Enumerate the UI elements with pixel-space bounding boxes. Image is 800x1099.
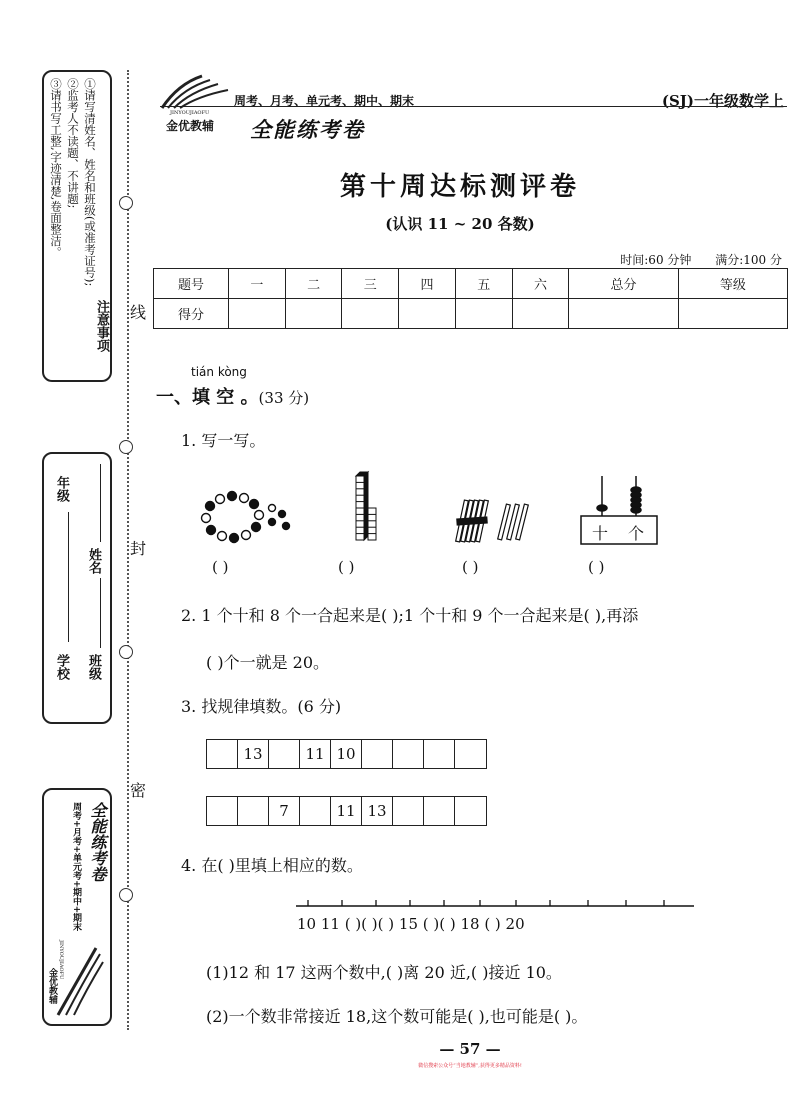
- header-book: (SJ)一年级数学上: [661, 92, 784, 110]
- exam-full-score: 满分:100 分: [715, 253, 782, 267]
- class-field: [84, 654, 102, 680]
- sequence-cell[interactable]: [207, 797, 238, 825]
- brand-series: 周考+月考+单元考+期中+期末: [71, 802, 81, 932]
- header-logo-text: 金优教辅: [166, 119, 215, 133]
- brand-title: 全能练考卷: [88, 802, 107, 882]
- header-title: 全能练考卷: [250, 117, 365, 142]
- header-series: 周考、月考、单元考、期中、期末: [234, 94, 415, 108]
- cut-word-seal: 封: [130, 539, 147, 558]
- sequence-cell[interactable]: [207, 740, 238, 768]
- section1-title: 一、填 空 。: [156, 387, 259, 408]
- stick-bundles-icon: [454, 496, 534, 546]
- binding-hole: [119, 645, 133, 659]
- q1-answer-blank[interactable]: ( ): [338, 558, 355, 576]
- number-line-labels: 10 11 ( )( )( ) 15 ( )( ) 18 ( ) 20: [297, 915, 525, 933]
- name-label: 姓名: [86, 548, 101, 574]
- score-cell[interactable]: [342, 299, 399, 329]
- score-cell[interactable]: [512, 299, 569, 329]
- name-field: [84, 548, 102, 574]
- score-cell[interactable]: [285, 299, 342, 329]
- sequence-cell[interactable]: [300, 797, 331, 825]
- page-title: 第十周达标测评卷: [339, 172, 580, 202]
- section1-heading: [156, 383, 309, 409]
- brand-logo-pinyin: JINYOUJIAOFU: [58, 940, 64, 980]
- exam-meta: [600, 251, 782, 268]
- sequence-cell[interactable]: [424, 797, 455, 825]
- score-cell[interactable]: [229, 299, 286, 329]
- sequence-cell[interactable]: 13: [362, 797, 393, 825]
- grade-underline: [68, 512, 69, 642]
- cut-word-secret: 密: [130, 781, 147, 800]
- abacus-tens-label: 十: [592, 524, 609, 543]
- q1-answer-blank[interactable]: ( ): [588, 558, 605, 576]
- binding-hole: [119, 888, 133, 902]
- q1-text: 1. 写一写。: [181, 431, 266, 450]
- section1-score: (33 分): [258, 389, 310, 407]
- score-cell[interactable]: [455, 299, 512, 329]
- grade-field: [52, 476, 70, 502]
- header-rule: [160, 106, 787, 107]
- score-header-cell: 总分: [569, 269, 678, 299]
- q3-sequence-row-1: [206, 739, 487, 769]
- score-table-score-row: [154, 299, 788, 329]
- q4-text: 4. 在( )里填上相应的数。: [181, 856, 363, 875]
- sequence-cell[interactable]: [424, 740, 455, 768]
- notice-3: ③请书写工整,字迹清楚,卷面整洁。: [49, 78, 63, 258]
- q3-text: 3. 找规律填数。(6 分): [181, 697, 342, 716]
- bead-ring-icon: [196, 490, 296, 546]
- notice-2: ②监考人不读题、不讲题;: [66, 78, 80, 209]
- q3-sequence-row-2: [206, 796, 487, 826]
- sequence-cell[interactable]: [393, 740, 424, 768]
- grade-label: 年级: [54, 476, 69, 502]
- page-subtitle: (认识 11 ~ 20 各数): [385, 215, 535, 233]
- notice-title: 注意事项: [94, 300, 109, 352]
- sequence-cell[interactable]: 13: [238, 740, 269, 768]
- q1-answer-blank[interactable]: ( ): [212, 558, 229, 576]
- brand-box: [42, 788, 112, 1026]
- score-header-cell: 六: [512, 269, 569, 299]
- sequence-cell[interactable]: [269, 740, 300, 768]
- sequence-cell[interactable]: [393, 797, 424, 825]
- score-header-cell: 五: [455, 269, 512, 299]
- sequence-cell[interactable]: 11: [331, 797, 362, 825]
- sequence-cell[interactable]: 11: [300, 740, 331, 768]
- abacus-ones-label: 个: [628, 524, 645, 543]
- number-line: [296, 896, 696, 912]
- score-header-cell: 二: [285, 269, 342, 299]
- student-info-box: [42, 452, 112, 724]
- page-number: — 57 —: [439, 1040, 501, 1058]
- binding-hole: [119, 440, 133, 454]
- q2-line1: 2. 1 个十和 8 个一合起来是( );1 个十和 9 个一合起来是( ),再添: [181, 606, 639, 625]
- cut-word-line: 线: [130, 303, 147, 322]
- score-cell[interactable]: [569, 299, 678, 329]
- brand-logo-text: 金优教辅: [47, 968, 57, 1004]
- sequence-cell[interactable]: 7: [269, 797, 300, 825]
- brand-logo-icon: [48, 940, 108, 1022]
- q1-answer-blank[interactable]: ( ): [462, 558, 479, 576]
- class-underline: [100, 578, 101, 648]
- school-label: 学校: [54, 654, 69, 680]
- notice-1: ①请写清姓名、姓名和班级(或准考证号);: [83, 78, 97, 287]
- sequence-cell[interactable]: [362, 740, 393, 768]
- score-header-cell: 一: [229, 269, 286, 299]
- name-underline: [100, 464, 101, 542]
- school-field: [52, 654, 70, 680]
- header-logo-pinyin: JINYOUJIAOFU: [170, 110, 210, 116]
- exam-time: 时间:60 分钟: [620, 253, 692, 267]
- q4-sub2: (2)一个数非常接近 18,这个数可能是( ),也可能是( )。: [206, 1007, 588, 1026]
- q2-line2: ( )个一就是 20。: [206, 653, 330, 672]
- sequence-cell[interactable]: [455, 740, 486, 768]
- q4-sub1: (1)12 和 17 这两个数中,( )离 20 近,( )接近 10。: [206, 963, 562, 982]
- score-cell[interactable]: [399, 299, 456, 329]
- score-header-cell: 等级: [678, 269, 787, 299]
- section1-pinyin: tián kòng: [191, 365, 247, 379]
- score-table-header-row: [154, 269, 788, 299]
- footer-note: 微信搜索公众号“当地教辅”,获得更多精品资料!: [418, 1063, 522, 1069]
- score-header-cell: 三: [342, 269, 399, 299]
- score-row-label: 得分: [154, 299, 229, 329]
- sequence-cell[interactable]: [238, 797, 269, 825]
- score-table: [153, 268, 788, 329]
- score-header-cell: 四: [399, 269, 456, 299]
- score-header-cell: 题号: [154, 269, 229, 299]
- class-label: 班级: [86, 654, 101, 680]
- score-cell[interactable]: [678, 299, 787, 329]
- cube-blocks-icon: [352, 470, 382, 546]
- sequence-cell[interactable]: [455, 797, 486, 825]
- sequence-cell[interactable]: 10: [331, 740, 362, 768]
